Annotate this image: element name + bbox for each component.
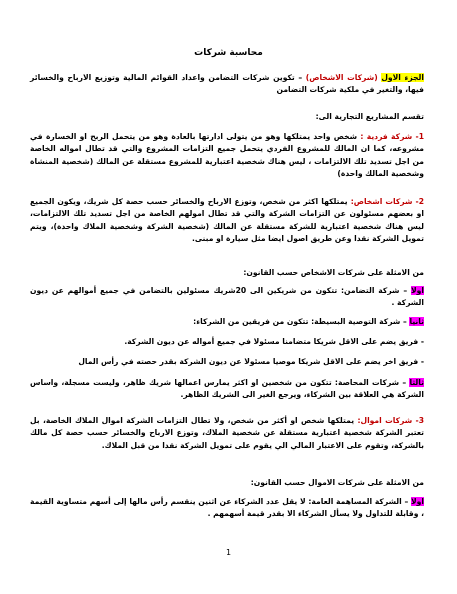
part-heading bbox=[30, 72, 424, 97]
section-sole-proprietorship bbox=[30, 131, 424, 181]
section-partnerships bbox=[30, 196, 424, 246]
examples-1-heading: من الامثلة على شركات الاشخاص حسب القانون: bbox=[243, 268, 424, 277]
example-2a-text: – الشركة المساهمة العامة: لا يقل عدد الشركاء عن اثنين ينقسم رأس مالها إلى أسهم متساوية القيمة ، وقابلة للتداول ولا يسأل الشركاء الا بقدر قيمة أسهمهم . bbox=[30, 497, 424, 519]
example-public-shareholding bbox=[30, 496, 424, 521]
page-title: محاسبة شركات bbox=[194, 48, 263, 58]
part-label: الجزء الاول bbox=[381, 73, 425, 82]
section-3-text: يمتلكها شخص او أكثر من شخص، ولا تطال التزامات الشركة اموال الملاك الخاصة، بل تعتبر الشركة شخصية اعتبارية مستقلة عن شخصية الملاك، وتوزع الارباح والخسائر حسب حصة كل مالك بالشركة، وتقوم على الاعتبار المالي الي يقوم على تمويل الشركة نقدا من قبل الملاك. bbox=[30, 416, 424, 450]
section-1-text: شخص واحد يمتلكها وهو من يتولى ادارتها بالعادة وهو من يتحمل الربح او الخسارة في مشروعه، كما ان المالك للمشروع الفردي يتحمل جميع التزامات المشروع والتي قد تطال امواله الخاصة من اجل تسديد تلك الالتزامات ، ليس هناك شخصية اعتبارية للمشروع مستقلة عن المالك (شخصية المنشاة وشخصية المالك واحدة) bbox=[30, 132, 424, 179]
section-3-label: 3- شركات اموال: bbox=[357, 416, 424, 425]
section-capital-companies bbox=[30, 415, 424, 452]
badge-first-2: اولا bbox=[411, 497, 424, 506]
section-2-label: 2- شركات اشخاص: bbox=[350, 197, 424, 206]
example-1a-text: – شركة التضامن: تتكون من شريكين الى 20شريك مسئولين بالتضامن في جميع أموالهم عن ديون الشركة . bbox=[30, 286, 424, 308]
example-1b-item-2: - فريق اخر يضم على الاقل شريكا موصيا مسئولا عن ديون الشركة بقدر حصته في رأس المال bbox=[78, 357, 424, 366]
example-limited-partnership bbox=[30, 316, 424, 328]
badge-second: ثانيا bbox=[409, 317, 424, 326]
example-joint-venture bbox=[30, 377, 424, 402]
section-1-label: 1- شركة فردية : bbox=[360, 132, 424, 141]
page-number: 1 bbox=[225, 548, 232, 557]
example-1c-text: – شركات المحاصة: تتكون من شخصين او اكثر يمارس اعمالها شريك ظاهر، وليست مسجلة، واساس الشركة هي العلاقة بين الشركاء، ويرجع الغير الى الشريك الظاهر. bbox=[30, 378, 424, 400]
badge-first: اولا bbox=[411, 286, 424, 295]
example-1b-text: – شركة التوصية البسيطة: تتكون من فريقين من الشركاء: bbox=[193, 317, 407, 326]
section-2-text: يمتلكها اكثر من شخص، وتوزع الارباح والخسائر حسب حصة كل شريك، ويكون الجميع او بعضهم مسئولون عن التزامات الشركة والتي قد تطال امولهم الخاصة من اجل تسديد تلك الالتزامات، ليس هناك شخصية اعتبارية للشركة مستقلة عن المالك (شخصية الشركة وشخصية الملاك واحدة)، ويتم تمويل الشركة نقدا وعن طريق اصول ايضا مثل سيارة او مبنى. bbox=[30, 197, 424, 244]
part-subtitle: (شركات الاشخاص) bbox=[305, 73, 378, 82]
intro-line: تقسم المشاريع التجارية الى: bbox=[315, 112, 424, 121]
part-text: – تكوين شركات التضامن واعداد القوائم المالية وتوزيع الارباح والخسائر فيها، والتغير في ملكية شركات التضامن bbox=[30, 73, 424, 95]
badge-third: ثالثا bbox=[409, 378, 424, 387]
example-1b-item-1: - فريق يضم على الاقل شريكا متضامنا مسئولا في جميع أمواله عن ديون الشركة. bbox=[124, 337, 424, 346]
example-general-partnership bbox=[30, 285, 424, 310]
examples-2-heading: من الامثلة على شركات الاموال حسب القانون: bbox=[250, 478, 424, 487]
